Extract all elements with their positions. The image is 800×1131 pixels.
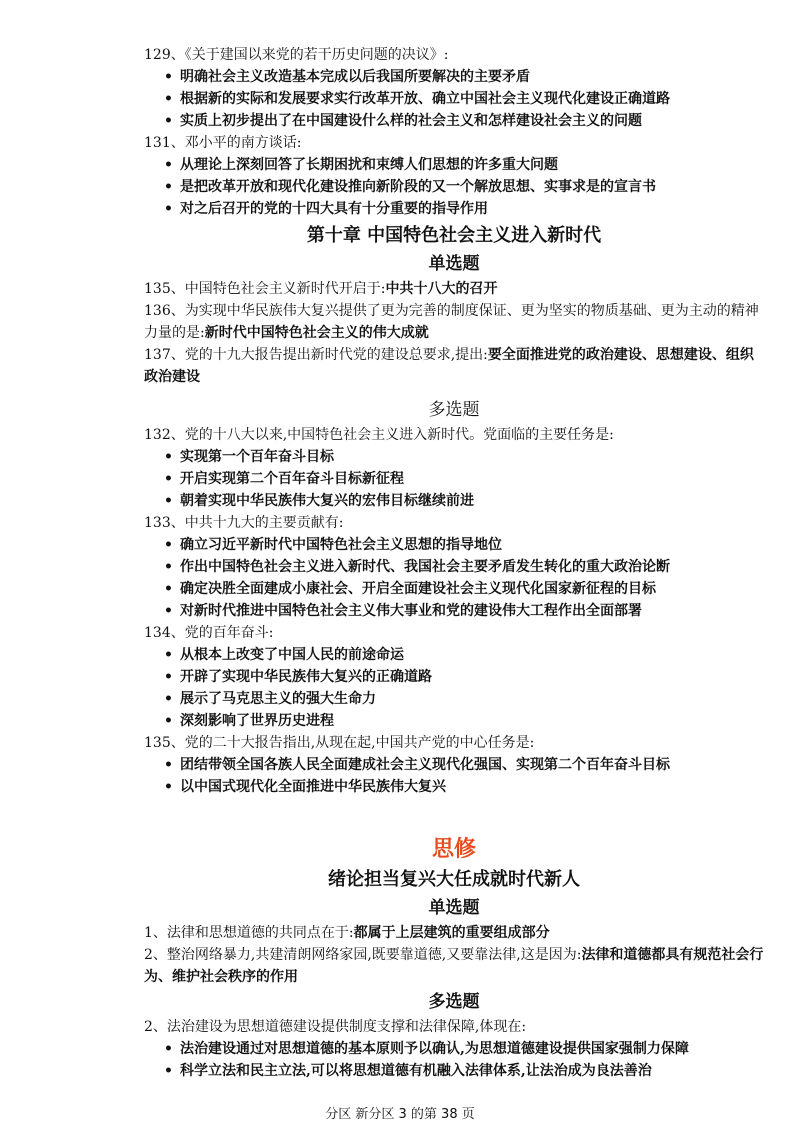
list-item: • 开辟了实现中华民族伟大复兴的正确道路: [164, 666, 764, 688]
question-131-options: [144, 154, 764, 220]
page-footer: 分区 新分区 3 的第 38 页: [325, 1107, 475, 1122]
bullet-icon: •: [164, 757, 173, 773]
bullet-icon: •: [164, 91, 173, 107]
list-item: • 从理论上深刻回答了长期困扰和束缚人们思想的许多重大问题: [164, 154, 764, 176]
question-133-multi-stem: 133、中共十九大的主要贡献有:: [144, 515, 344, 531]
answer-text: 中共十八大的召开: [385, 281, 498, 297]
chapter-10-title: 第十章 中国特色社会主义进入新时代: [306, 225, 602, 246]
question-134-multi-stem: 134、党的百年奋斗:: [144, 625, 274, 641]
bullet-icon: •: [164, 713, 173, 729]
list-item: • 是把改革开放和现代化建设推向新阶段的又一个解放思想、实事求是的宣言书: [164, 176, 764, 198]
question-131-stem: 131、邓小平的南方谈话:: [144, 135, 302, 151]
chapter-10-single-heading: 单选题: [428, 254, 480, 274]
bullet-icon: •: [164, 179, 173, 195]
bullet-icon: •: [164, 157, 173, 173]
chapter-10-multi-heading: 多选题: [428, 400, 480, 420]
sixiu-intro-title: 绪论担当复兴大任成就时代新人: [328, 869, 580, 890]
list-item: • 法治建设通过对思想道德的基本原则予以确认,为思想道德建设提供国家强制力保障: [164, 1038, 764, 1060]
bullet-icon: •: [164, 537, 173, 553]
bullet-icon: •: [164, 647, 173, 663]
question-135-multi-stem: 135、党的二十大报告指出,从现在起,中国共产党的中心任务是:: [144, 735, 535, 751]
list-item: • 根据新的实际和发展要求实行改革开放、确立中国社会主义现代化建设正确道路: [164, 88, 764, 110]
bullet-icon: •: [164, 113, 173, 129]
list-item: • 从根本上改变了中国人民的前途命运: [164, 644, 764, 666]
answer-text: 法律和道德都具有规范社会行为、维护社会秩序的作用: [144, 947, 764, 985]
list-item: • 朝着实现中华民族伟大复兴的宏伟目标继续前进: [164, 490, 764, 512]
bullet-icon: •: [164, 581, 173, 597]
question-137-single: 137、党的十九大报告提出新时代党的建设总要求,提出:要全面推进党的政治建设、思想建设、组织政治建设: [144, 347, 754, 385]
bullet-icon: •: [164, 669, 173, 685]
sixiu-multi-heading: 多选题: [428, 992, 480, 1012]
question-129-options: [144, 66, 764, 132]
bullet-icon: •: [164, 603, 173, 619]
question-133-options: [144, 534, 764, 622]
list-item: • 明确社会主义改造基本完成以后我国所要解决的主要矛盾: [164, 66, 764, 88]
list-item: • 实现第一个百年奋斗目标: [164, 446, 764, 468]
question-135-single: 135、中国特色社会主义新时代开启于:中共十八大的召开: [144, 281, 498, 297]
question-129-stem: 129、《关于建国以来党的若干历史问题的决议》:: [144, 47, 449, 63]
question-135-options: [144, 754, 764, 798]
list-item: • 科学立法和民主立法,可以将思想道德有机融入法律体系,让法治成为良法善治: [164, 1060, 764, 1082]
answer-text: 都属于上层建筑的重要组成部分: [353, 925, 550, 941]
list-item: • 确立习近平新时代中国特色社会主义思想的指导地位: [164, 534, 764, 556]
question-136-single: 136、为实现中华民族伟大复兴提供了更为完善的制度保证、更为坚实的物质基础、更为主动的精神力量的是:新时代中国特色社会主义的伟大成就: [144, 303, 759, 341]
answer-text: 要全面推进党的政治建设、思想建设、组织政治建设: [144, 347, 754, 385]
bullet-icon: •: [164, 779, 173, 795]
sixiu-multi-question-2-stem: 2、法治建设为思想道德建设提供制度支撑和法律保障,体现在:: [144, 1019, 527, 1035]
bullet-icon: •: [164, 69, 173, 85]
subject-heading: 思修: [431, 836, 476, 862]
list-item: • 展示了马克思主义的强大生命力: [164, 688, 764, 710]
bullet-icon: •: [164, 471, 173, 487]
list-item: • 实质上初步提出了在中国建设什么样的社会主义和怎样建设社会主义的问题: [164, 110, 764, 132]
list-item: • 对之后召开的党的十四大具有十分重要的指导作用: [164, 198, 764, 220]
list-item: • 开启实现第二个百年奋斗目标新征程: [164, 468, 764, 490]
page-content: [144, 44, 764, 1082]
list-item: • 确定决胜全面建成小康社会、开启全面建设社会主义现代化国家新征程的目标: [164, 578, 764, 600]
list-item: • 以中国式现代化全面推进中华民族伟大复兴: [164, 776, 764, 798]
sixiu-question-1: 1、法律和思想道德的共同点在于:都属于上层建筑的重要组成部分: [144, 925, 550, 941]
bullet-icon: •: [164, 559, 173, 575]
answer-text: 新时代中国特色社会主义的伟大成就: [204, 325, 429, 341]
list-item: • 对新时代推进中国特色社会主义伟大事业和党的建设伟大工程作出全面部署: [164, 600, 764, 622]
bullet-icon: •: [164, 691, 173, 707]
question-134-options: [144, 644, 764, 732]
list-item: • 作出中国特色社会主义进入新时代、我国社会主要矛盾发生转化的重大政治论断: [164, 556, 764, 578]
bullet-icon: •: [164, 493, 173, 509]
question-132-multi-stem: 132、党的十八大以来,中国特色社会主义进入新时代。党面临的主要任务是:: [144, 427, 614, 443]
bullet-icon: •: [164, 1041, 173, 1057]
sixiu-single-heading: 单选题: [428, 898, 480, 918]
list-item: • 深刻影响了世界历史进程: [164, 710, 764, 732]
bullet-icon: •: [164, 201, 173, 217]
bullet-icon: •: [164, 1063, 173, 1079]
sixiu-question-2: 2、整治网络暴力,共建清朗网络家园,既要靠道德,又要靠法律,这是因为:法律和道德都具有规范社会行为、维护社会秩序的作用: [144, 947, 764, 985]
sixiu-multi-question-2-options: [144, 1038, 764, 1082]
bullet-icon: •: [164, 449, 173, 465]
list-item: • 团结带领全国各族人民全面建成社会主义现代化强国、实现第二个百年奋斗目标: [164, 754, 764, 776]
question-132-options: [144, 446, 764, 512]
